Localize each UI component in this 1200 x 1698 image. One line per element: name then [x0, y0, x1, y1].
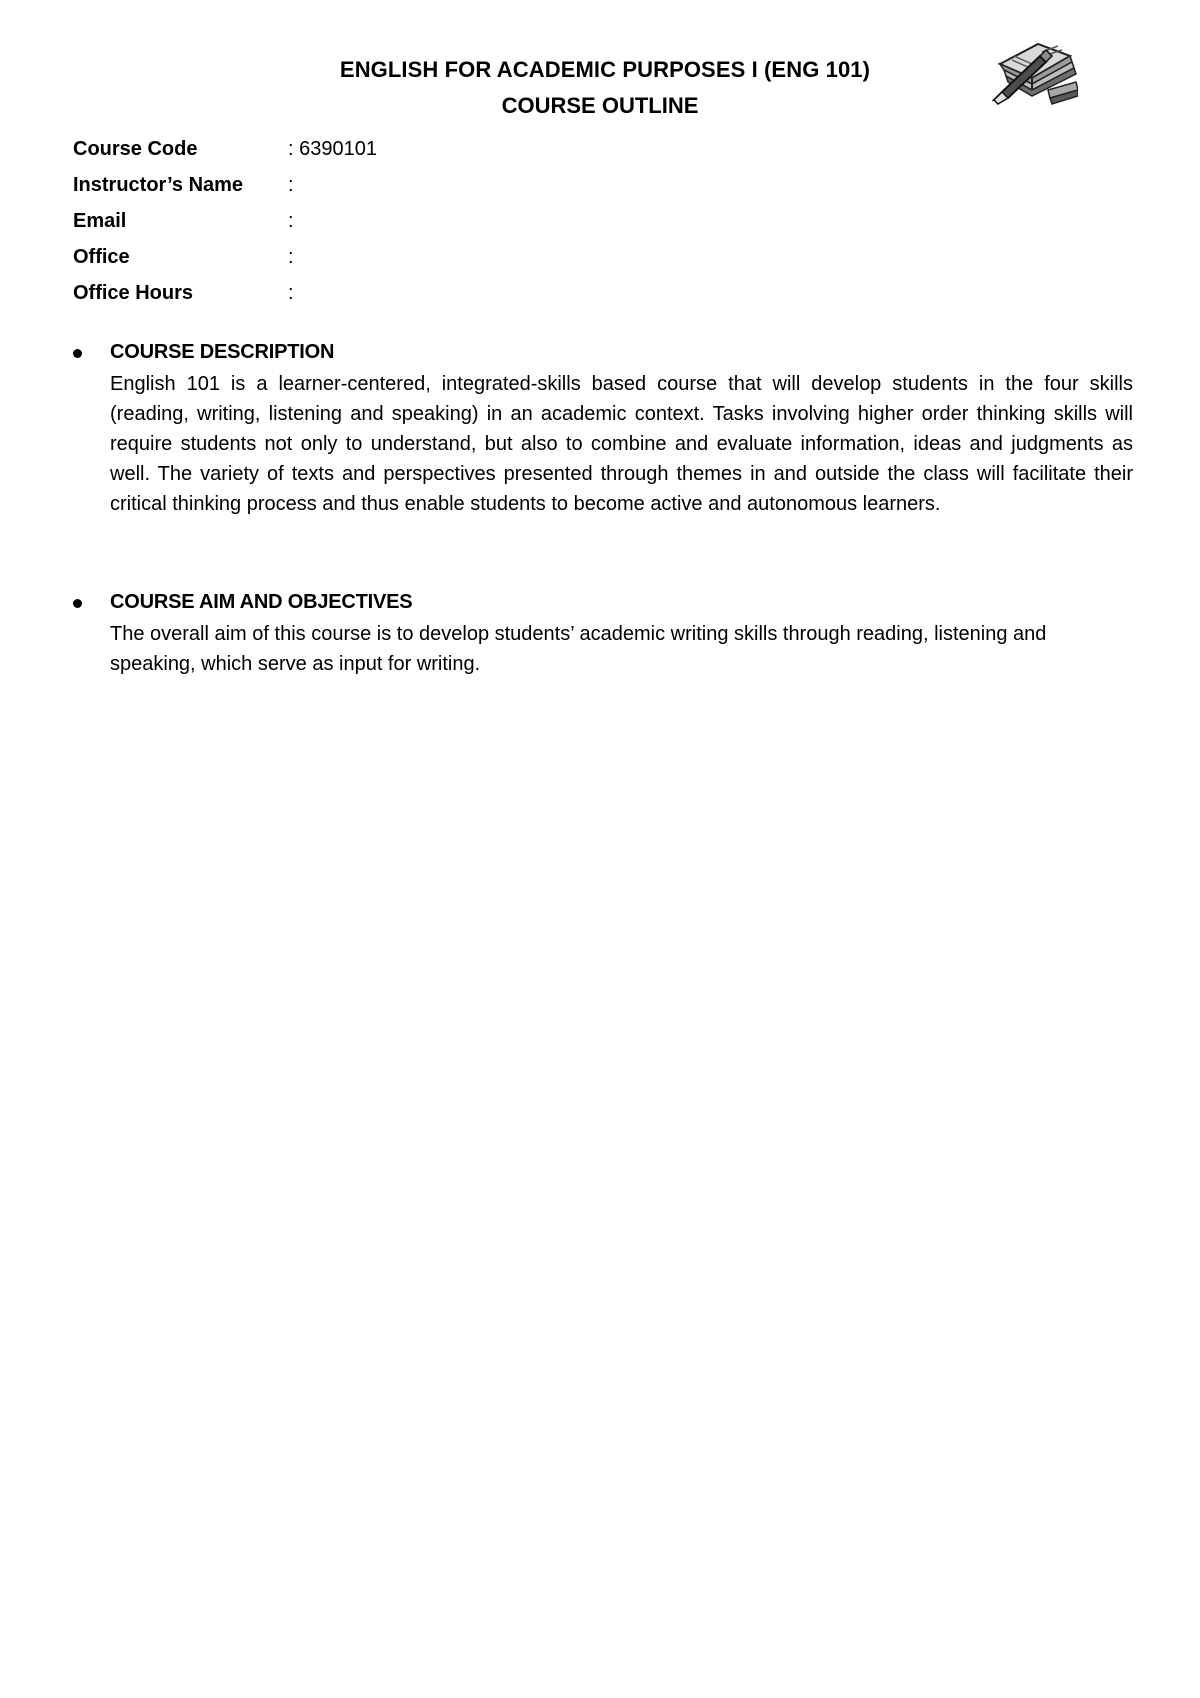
info-row-instructor-name	[73, 167, 673, 203]
bullet-icon	[73, 335, 110, 369]
info-label: Office Hours	[73, 281, 194, 304]
book-and-pencil-icon	[992, 34, 1078, 110]
info-row-office	[73, 239, 673, 275]
section-title: COURSE AIM AND OBJECTIVES	[110, 590, 413, 613]
info-value: :	[288, 173, 294, 196]
section-heading	[73, 335, 1133, 369]
section-body: English 101 is a learner-centered, integrated-skills based course that will develop students in the four skills (reading, writing, listening and speaking) in an academic context. Tasks involving higher order thinking skills will require students not only to understand, but also to combine and evaluate information, ideas and judgments as well. The variety of texts and perspectives presented through themes in and outside the class will facilitate their critical thinking process and thus enable students to become active and autonomous learners.	[110, 373, 1133, 515]
section-course-aim-objectives	[73, 585, 1133, 679]
section-title: COURSE DESCRIPTION	[110, 340, 335, 363]
info-row-course-code	[73, 131, 673, 167]
info-label: Instructor’s Name	[73, 173, 244, 196]
section-course-description	[73, 335, 1133, 519]
info-label: Email	[73, 209, 127, 232]
document-title: ENGLISH FOR ACADEMIC PURPOSES I (ENG 101)	[339, 57, 871, 82]
info-label: Course Code	[73, 137, 198, 160]
info-row-email	[73, 203, 673, 239]
info-value: :	[288, 209, 294, 232]
info-value: :	[288, 281, 294, 304]
document-subtitle: COURSE OUTLINE	[501, 93, 699, 118]
section-body: The overall aim of this course is to develop students’ academic writing skills through reading, listening and speaking, which serve as input for writing.	[110, 623, 1047, 675]
course-info	[73, 131, 673, 311]
section-heading	[73, 585, 1133, 619]
info-value: : 6390101	[288, 137, 377, 160]
bullet-icon	[73, 585, 110, 619]
info-label: Office	[73, 245, 130, 268]
info-value: :	[288, 245, 294, 268]
info-row-office-hours	[73, 275, 673, 311]
